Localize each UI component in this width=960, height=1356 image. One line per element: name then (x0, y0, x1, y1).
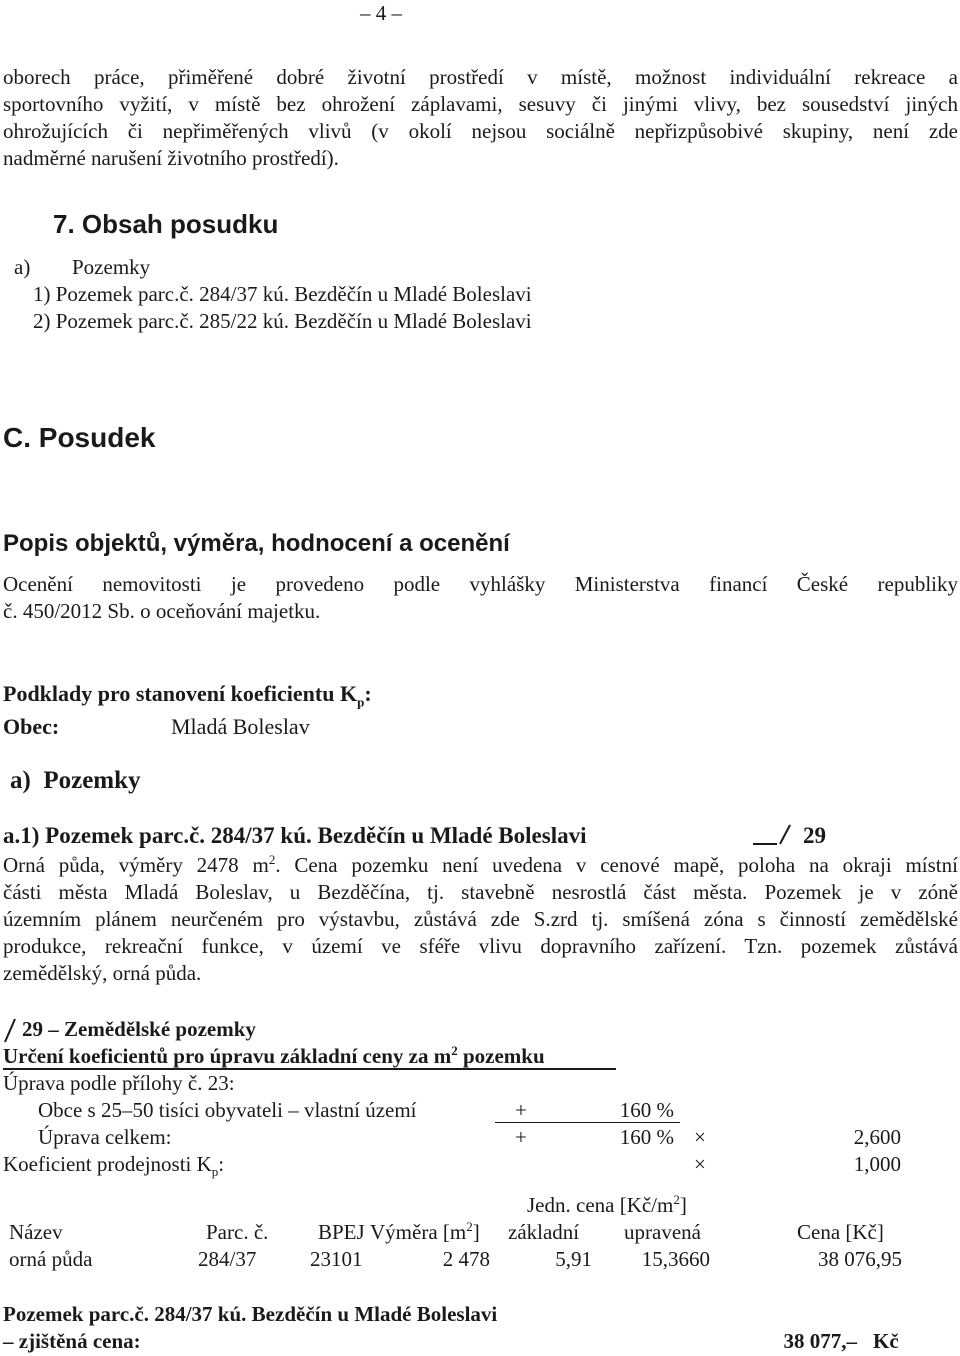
coef-row-percent: 160 % (619, 1098, 674, 1122)
parcel-desc-line-3: územním plánem neurčeném pro výstavbu, zůstává zde S.zrd tj. smíšená zóna s činností zemědělské (3, 907, 958, 931)
table-unit-price-header: Jedn. cena $[Kč/m^2]$ (527, 1192, 687, 1217)
table-header-adjusted-price: upravená (624, 1220, 701, 1244)
multiply-icon: × (694, 1125, 706, 1149)
intro-line-3: ohrožujících či nepřiměřených vlivů (v okolí nejsou sociálně nepřizpůsobivé skupiny, není zde (3, 119, 958, 143)
parcel-heading: a.1) Pozemek parc.č. 284/37 kú. Bezděčín u Mladé Boleslavi (3, 823, 587, 848)
table-cell-bpej: 23101 (310, 1247, 363, 1271)
coef-total-label: Úprava celkem: (38, 1125, 172, 1149)
kp-heading: Podklady pro stanovení koeficientu $K_p$: (3, 681, 372, 710)
intro-line-1: oborech práce, přiměřené dobré životní prostředí v místě, možnost individuální rekreace a (3, 65, 958, 89)
coef-row-label: Obce s 25–50 tisíci obyvateli – vlastní území (38, 1098, 417, 1122)
table-header-price: Cena [Kč] (797, 1220, 884, 1244)
table-cell-area: 2 478 (442, 1247, 490, 1271)
parcel-code: 29 (803, 823, 826, 848)
table-cell-price: 38 076,95 (818, 1247, 902, 1271)
kp-label: Koeficient prodejnosti $K_p$: (3, 1152, 225, 1180)
code-marker-line (3, 1018, 17, 1044)
obec-value: Mladá Boleslav (171, 714, 310, 739)
parcel-desc-line-1: Orná půda, výměry 2478 $m^2$. Cena pozemku není uvedena v cenové mapě, poloha na okraji místní (3, 852, 958, 877)
result-label: – zjištěná cena: (3, 1329, 141, 1353)
page-number: – 4 – (360, 1, 402, 25)
table-header-parcel: Parc. č. (206, 1220, 269, 1244)
section-7-item-1: 1) Pozemek parc.č. 284/37 kú. Bezděčín u Mladé Boleslavi (33, 282, 532, 306)
code-connector-line (753, 833, 777, 846)
section-c-subheading: Popis objektů, výměra, hodnocení a ocenění (3, 530, 510, 557)
section-7-heading: 7. Obsah posudku (53, 209, 279, 239)
coef-heading: Určení koeficientů pro úpravu základní ceny za $m^2$ pozemku (3, 1043, 545, 1068)
table-header-bpej: BPEJ (318, 1220, 365, 1244)
coef-total-percent: 160 % (619, 1125, 674, 1149)
code-heading: 29 – Zemědělské pozemky (22, 1017, 256, 1041)
result-value: 38 077,– (783, 1329, 857, 1353)
pozemky-heading: a) Pozemky (10, 767, 141, 794)
intro-line-4: nadměrné narušení životního prostředí). (3, 146, 339, 170)
section-c-heading: C. Posudek (3, 422, 156, 453)
kp-value: 1,000 (853, 1152, 901, 1176)
table-header-area: Výměra $[m^2]$ (370, 1219, 480, 1244)
table-header-base-price: základní (508, 1220, 580, 1244)
section-7-sub-title: Pozemky (72, 255, 151, 279)
result-title: Pozemek parc.č. 284/37 kú. Bezděčín u Mladé Boleslavi (3, 1302, 498, 1326)
code-marker-line (779, 824, 791, 846)
table-cell-adjusted-price: 15,3660 (641, 1247, 710, 1271)
obec-label: Obec: (3, 714, 60, 739)
parcel-desc-line-2: části města Mladá Boleslav, u Bezděčína, tj. stavebně nesrostlá část města. Pozemek je v zóně (3, 880, 958, 904)
coef-total-value: 2,600 (853, 1125, 901, 1149)
section-7-sub-label: a) (14, 255, 31, 279)
coef-row-sign: + (515, 1098, 527, 1122)
table-header-name: Název (9, 1220, 63, 1244)
table-cell-base-price: 5,91 (555, 1247, 592, 1271)
result-currency: Kč (873, 1329, 899, 1353)
annex-label: Úprava podle přílohy č. 23: (3, 1071, 235, 1095)
table-cell-parcel: 284/37 (198, 1247, 257, 1271)
multiply-icon: × (694, 1152, 706, 1176)
valuation-basis-line-1: Ocenění nemovitosti je provedeno podle vyhlášky Ministerstva financí České republiky (3, 572, 958, 596)
section-7-item-2: 2) Pozemek parc.č. 285/22 kú. Bezděčín u Mladé Boleslavi (33, 309, 532, 333)
coef-total-sign: + (515, 1125, 527, 1149)
valuation-basis-line-2: č. 450/2012 Sb. o oceňování majetku. (3, 599, 321, 623)
sum-line (495, 1122, 680, 1123)
table-cell-name: orná půda (9, 1247, 93, 1271)
intro-line-2: sportovního vyžití, v místě bez ohrožení záplavami, sesuvy či jinými vlivy, bez sousedství jiných (3, 92, 958, 116)
parcel-desc-line-4: produkce, rekreační funkce, v území ve sféře vlivu dopravního zařízení. Tzn. pozemek zůstává (3, 934, 958, 958)
parcel-desc-line-5: zemědělský, orná půda. (3, 961, 202, 985)
